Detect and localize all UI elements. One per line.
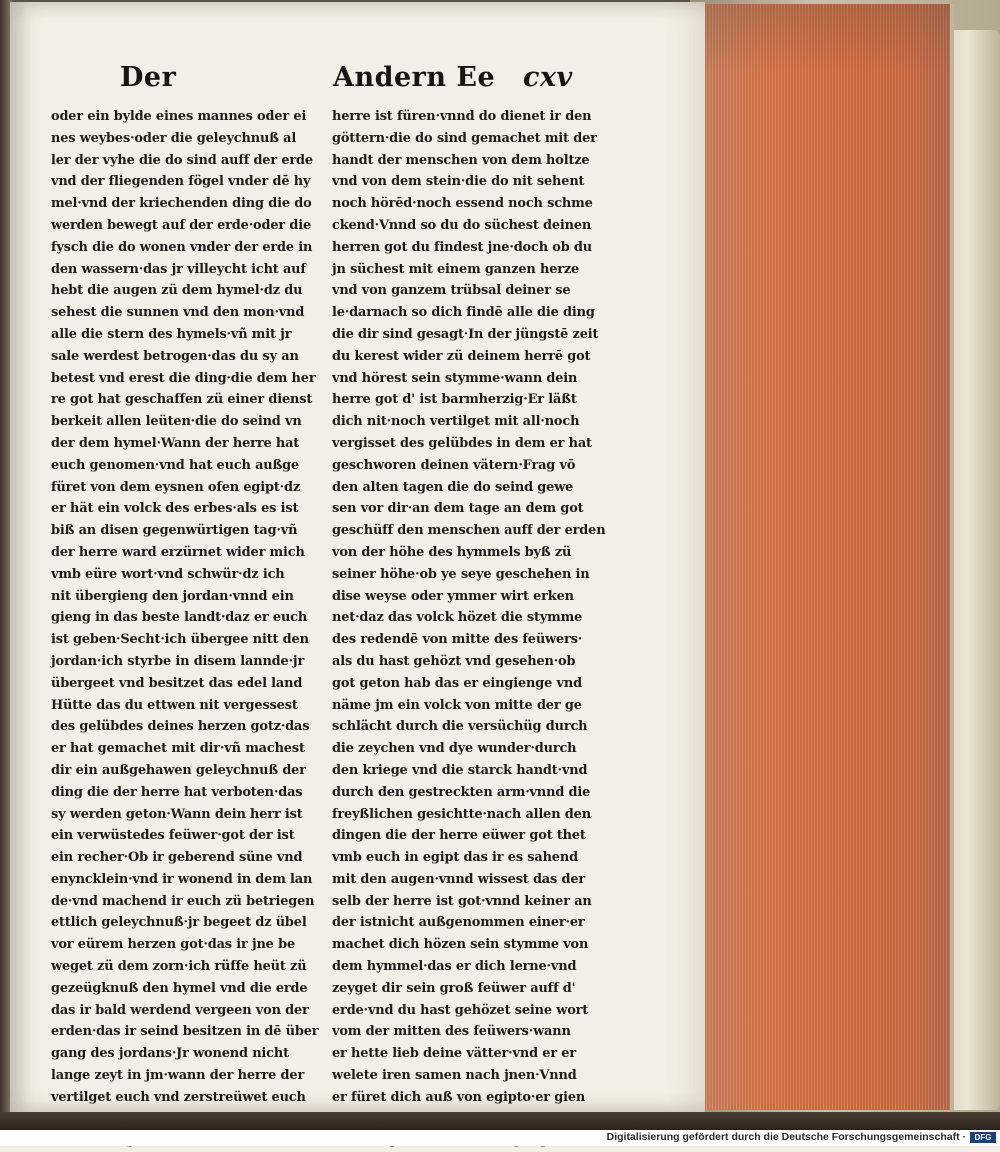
text-line: jn süchest mit einem ganzen herze [332, 261, 580, 277]
text-line: nit übergieng den jordan·vnnd ein [51, 588, 294, 604]
bottom-scan-edge [0, 1112, 1000, 1130]
text-line: vmb eüre wort·vnd schwür·dz ich [51, 566, 285, 582]
text-line: vnd hörest sein stymme·wann dein [332, 370, 578, 386]
text-line: den wassern·das jr villeycht icht auf [51, 261, 306, 277]
fore-edge-shadow [700, 4, 950, 74]
text-line: durch den gestreckten arm·vnnd die [332, 784, 591, 800]
text-line: weget zü dem zorn·ich rüffe heüt zü [51, 959, 307, 975]
text-line: er hette lieb deine vätter·vnd er er [332, 1046, 576, 1062]
text-line: erde·vnd du hast gehözet seine wort [332, 1002, 589, 1018]
text-line: re got hat geschaffen zü einer dienst [51, 392, 313, 408]
dfg-logo: DFG [970, 1132, 996, 1143]
text-line: oder ein bylde eines mannes oder ei [51, 109, 307, 124]
text-line: le·darnach so dich findē alle die ding [332, 305, 595, 321]
text-line: ettlich geleychnuß·jr begeet dz übel [51, 915, 307, 931]
text-line: nes weybes·oder die geleychnuß al [51, 130, 297, 146]
text-line: den alten tagen die do seind gewe [332, 479, 574, 495]
text-line: vertilget euch vnd zerstreüwet euch [51, 1089, 306, 1105]
text-line: das ir bald werdend vergeen von der [51, 1002, 309, 1018]
text-line: geschüff den menschen auff der erden [332, 523, 606, 539]
text-line: hebt die augen zü dem hymel·dz du [51, 283, 303, 299]
text-line: welete iren samen nach jnen·Vnnd [332, 1068, 577, 1084]
folio-number: cxv [523, 62, 573, 93]
text-line: sy werden geton·Wann dein herr ist [51, 806, 303, 822]
text-line: dingen die der herre eüwer got thet [332, 828, 586, 844]
footer-bar [0, 1130, 1000, 1146]
text-line: des gelübdes deines herzen gotz·das [51, 719, 310, 735]
text-line: vnd der fliegenden fögel vnder dē hy [51, 174, 311, 190]
text-line: berkeit allen leüten·die do seind vn [51, 414, 302, 430]
text-line: den kriege vnd die starck handt·vnd [332, 762, 588, 778]
text-line: die zeychen vnd dye wunder·durch [332, 741, 577, 757]
text-line: werden bewegt auf der erde·oder die [51, 217, 312, 233]
text-line: er hat gemachet mit dir·vñ machest [51, 741, 305, 757]
text-line: net·daz das volck hözet die stymme [332, 610, 583, 626]
text-line: lange zeyt in jm·wann der herre der [51, 1068, 305, 1084]
text-line: noch hörēd·noch essend noch schme [332, 196, 593, 212]
text-line: herre got d' ist barmherzig·Er läßt [332, 392, 577, 408]
text-line: freyßlichen gesichtte·nach allen den [332, 806, 591, 822]
text-line: ein recher·Ob ir geberend süne vnd [51, 850, 303, 866]
text-line: göttern·die do sind gemachet mit der [332, 130, 597, 146]
text-line: er füret dich auß von egipto·er gien [332, 1089, 586, 1105]
text-line: got geton hab das er eingienge vnd [332, 675, 582, 691]
text-line: enyncklein·vnd ir wonend in dem lan [51, 871, 313, 887]
text-line: schlächt durch die versüchüg durch [332, 719, 588, 735]
text-line: gieng in das beste landt·daz er euch [51, 610, 308, 626]
text-column-right [332, 106, 606, 1152]
text-line: herren got du findest jne·doch ob du [332, 239, 593, 255]
text-line: selb der herre ist got·vnnd keiner an [332, 893, 592, 909]
text-line: der dem hymel·Wann der herre hat [51, 435, 300, 451]
text-line: ler der vyhe die do sind auff der erde [51, 152, 313, 168]
text-line: dem hymmel·das er dich lerne·vnd [332, 959, 577, 975]
text-line: handt der menschen von dem holtze [332, 152, 590, 168]
text-line: geschworen deinen vätern·Frag vō [332, 457, 576, 473]
text-line: als du hast gehözt vnd gesehen·ob [332, 653, 576, 669]
text-line: fysch die do wonen vnder der erde in [51, 239, 313, 255]
text-line: sen vor dir·an dem tage an dem got [332, 501, 584, 517]
text-column-left [51, 106, 319, 1152]
text-line: alle die stern des hymels·vñ mit jr [51, 326, 292, 342]
funding-credit: Digitalisierung gefördert durch die Deutsche Forschungsgemeinschaft · [606, 1131, 966, 1143]
text-line: mit den augen·vnnd wissest das der [332, 871, 586, 887]
text-line: du kerest wider zü deinem herrē got [332, 348, 591, 364]
text-line: mel·vnd der kriechenden ding die do [51, 196, 312, 212]
text-line: vnd von dem stein·die do nit sehent [332, 174, 585, 190]
text-line: ist geben·Secht·ich übergee nitt den [51, 632, 309, 648]
text-line: dir ein außgehawen geleychnuß der [51, 762, 306, 778]
text-line: dich nit·noch vertilget mit all·noch [332, 414, 580, 430]
text-line: zeyget dir sein groß feüwer auff d' [332, 980, 576, 996]
text-line: seiner höhe·ob ye seye geschehen in [332, 566, 590, 582]
text-line: betest vnd erest die ding·die dem her [51, 370, 316, 386]
text-line: vnd von ganzem trübsal deiner se [332, 283, 571, 299]
text-line: Hütte das du ettwen nit vergessest [51, 697, 298, 713]
running-header-middle: Andern Ee [333, 62, 496, 93]
running-header-left: Der [120, 62, 177, 93]
text-line: dise weyse oder ymmer wirt erken [332, 588, 574, 604]
text-line: er hät ein volck des erbes·als es ist [51, 501, 299, 517]
text-line: vor eürem herzen got·das ir jne be [51, 937, 295, 953]
text-line: sehest die sunnen vnd den mon·vnd [51, 305, 305, 321]
text-line: näme jm ein volck von mitte der ge [332, 697, 582, 713]
text-line: jordan·ich styrbe in disem lannde·jr [51, 653, 305, 669]
text-line: der herre ward erzürnet wider mich [51, 544, 305, 560]
text-line: füret von dem eysnen ofen egipt·dz [51, 479, 301, 495]
text-line: gang des jordans·Jr wonend nicht [51, 1046, 289, 1062]
text-line: gezeügknuß den hymel vnd die erde [51, 980, 308, 996]
text-line: herre ist füren·vnnd do dienet ir den [332, 109, 592, 124]
text-line: biß an disen gegenwürtigen tag·vñ [51, 523, 298, 539]
text-line: vergisset des gelübdes in dem er hat [332, 435, 592, 451]
text-line: machet dich hözen sein stymme von [332, 937, 589, 953]
text-line: vmb euch in egipt das ir es sahend [332, 850, 578, 866]
text-line: erden·das ir seind besitzen in dē über [51, 1024, 319, 1040]
text-line: ding die der herre hat verboten·das [51, 784, 303, 800]
red-fore-edge [700, 4, 954, 1110]
text-line: der istnicht außgenommen einer·er [332, 915, 585, 931]
text-line: sale werdest betrogen·das du sy an [51, 348, 299, 364]
text-line: euch genomen·vnd hat euch außge [51, 457, 300, 473]
text-line: ckend·Vnnd so du do süchest deinen [332, 217, 592, 233]
text-line: des redendē von mitte des feüwers· [332, 632, 583, 648]
text-line: von der höhe des hymmels byß zü [332, 544, 572, 560]
text-line: vom der mitten des feüwers·wann [332, 1024, 571, 1040]
text-line: übergeet vnd besitzet das edel land [51, 675, 303, 691]
text-line: ein verwüstedes feüwer·got der ist [51, 828, 295, 844]
text-line: de·vnd machend ir euch zü betriegen [51, 893, 315, 909]
text-line: die dir sind gesagt·In der jüngstē zeit [332, 326, 599, 342]
